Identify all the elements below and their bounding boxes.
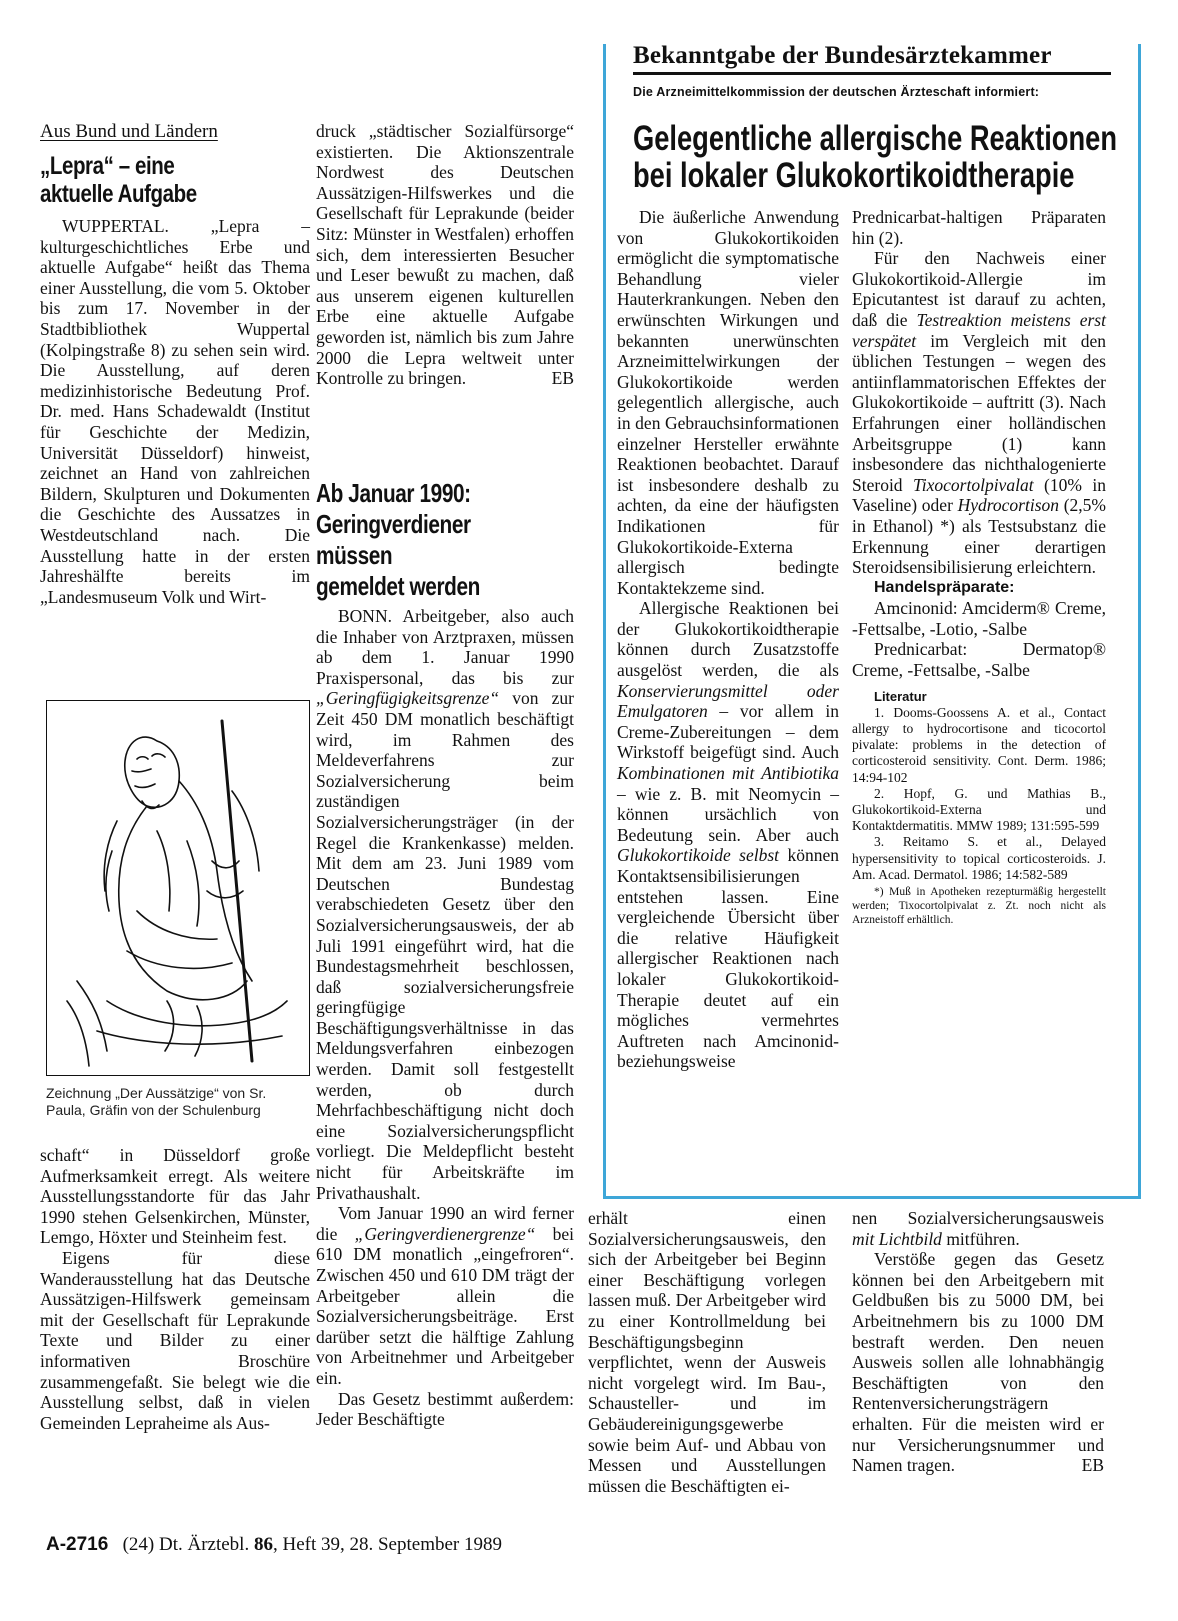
left-p2-em2: Kombinationen mit Antibiotika bbox=[617, 763, 839, 784]
geringverdiener-paragraph-2 bbox=[316, 1203, 574, 1388]
col4-text-a: nen Sozialversicherungsausweis bbox=[852, 1208, 1104, 1228]
right-p2-em2: Tixocortolpivalat bbox=[913, 474, 1034, 495]
para2-text-b: bei 610 DM monatlich „eingefroren“. Zwischen 450 und 610 DM trägt der Arbeitgeber allein die Sozialversicherungsbeiträge. Erst darüber setzt die hälftige Zahlung von Arbeitnehmer und Arbeitgeber ein. bbox=[316, 1223, 574, 1388]
handelspraeparat-2: Prednicarbat: Dermatop® Creme, -Fettsalbe, -Salbe bbox=[852, 639, 1106, 681]
page-number: A-2716 bbox=[46, 1534, 109, 1555]
geringverdiener-col3-text: erhält einen Sozialversicherungsausweis, den sich der Arbeitgeber bei Beginn einer Beschäftigung vorlegen lassen muß. Der Arbeitgeber wird zu einer Kontrollmeldung bei Beschäftigungsbeginn verpflichtet, wenn der Ausweis nicht vorgelegt wird. Im Bau-, Schausteller- und im Gebäudereinigungsgewerbe sowie beim Auf- und Abbau von Messen und Ausstellungen müssen die Beschäftigten ei- bbox=[588, 1208, 826, 1496]
announcement-title-line2: bei lokaler Glukokortikoidtherapie bbox=[633, 156, 1075, 195]
announcement-left-paragraph-2 bbox=[617, 598, 839, 1072]
lepra-paragraph-col2 bbox=[316, 121, 574, 389]
lepra-col1-top bbox=[40, 216, 310, 607]
announcement-right-paragraph-1: Prednicarbat-haltigen Präparaten hin (2). bbox=[852, 207, 1106, 248]
literature-heading: Literatur bbox=[874, 688, 927, 704]
left-p2-a: Allergische Reaktionen bei der Glukokortikoidtherapie können durch Zusatzstoffe ausgelöst werden, die als bbox=[617, 598, 839, 681]
col4-text-b: mitführen. bbox=[941, 1228, 1020, 1249]
handelspraeparate-heading: Handelspräparate: bbox=[874, 578, 1015, 596]
right-p2-b: im Vergleich mit den üblichen Testungen – wegen des antiinflammatorischen Effektes der Glukokortikoide – auftritt (3). Nach Erfahrungen einer holländischen Arbeitsgruppe (1) kann insbesondere das nichthalogenierte Steroid bbox=[852, 330, 1106, 495]
lepra-headline-line1: „Lepra“ – eine bbox=[40, 152, 175, 180]
para1-emphasis: „Geringfügigkeitsgrenze“ bbox=[316, 688, 500, 709]
headline-line-2: Geringverdiener bbox=[316, 509, 471, 539]
right-p2-a: Für den Nachweis einer Glukokortikoid-Allergie im Epicutantest ist darauf zu achten, daß die bbox=[852, 248, 1106, 330]
footnote: *) Muß in Apotheken rezepturmäßig hergestellt werden; Tixocortolpivalat z. Zt. noch nicht als Arzneistoff erhältlich. bbox=[852, 886, 1106, 927]
announcement-banner: Bekanntgabe der Bundesärztekammer bbox=[633, 42, 1111, 75]
lepra-paragraph-1: WUPPERTAL. „Lepra – kulturgeschichtliches Erbe und aktuelle Aufgabe“ heißt das Thema einer Ausstellung, die vom 5. Oktober bis zum 17. November in der Stadtbibliothek Wuppertal (Kolpingstraße 8) zu sehen sein wird. Die Ausstellung, auf deren medizinhistorische Bedeutung Prof. Dr. med. Hans Schadewaldt (Institut für Geschichte der Medizin, Universität Düsseldorf) hinweist, zeichnet an Hand von zahlreichen Bildern, Skulpturen und Dokumenten die Geschichte des Aussatzes in Westdeutschland nach. Die Ausstellung hatte in der ersten Jahreshälfte bereits im „Landesmuseum Volk und Wirt- bbox=[40, 216, 310, 607]
footer-source-b: , Heft 39, 28. September 1989 bbox=[272, 1534, 502, 1555]
lepra-headline bbox=[40, 152, 197, 208]
geringverdiener-col4 bbox=[852, 1208, 1104, 1476]
footer-volume: 86 bbox=[253, 1534, 273, 1555]
right-p2-em3: Hydrocortison bbox=[957, 495, 1060, 516]
lepra-paragraph-2: Eigens für diese Wanderausstellung hat das Deutsche Aussätzigen-Hilfswerk gemeinsam mit der Gesellschaft für Leprakunde Texte und Bilder zu einer informativen Broschüre zusammengefaßt. Sie belegt wie die Ausstellung selbst, daß in vielen Gemeinden Lepraheime als Aus- bbox=[40, 1247, 310, 1433]
left-p2-em3: Glukokortikoide selbst bbox=[617, 845, 780, 866]
lepra-paragraph-1-continued: schaft“ in Düsseldorf große Aufmerksamkeit erregt. Als weitere Ausstellungsstandorte für das Jahr 1990 stehen Gelsenkirchen, Münster, Lemgo, Höxter und Steinheim fest. bbox=[40, 1145, 310, 1248]
para2-text-a: Vom Januar 1990 an wird ferner die bbox=[316, 1203, 574, 1244]
announcement-left-paragraph-1: Die äußerliche Anwendung von Glukokortikoiden ermöglicht die symptomatische Behandlung vieler Hauterkrankungen. Neben den erwünschten Wirkungen und bekannten unerwünschten Arzneimittelwirkungen der Glukokortikoide werden gelegentlich allergische, auch in den Gebrauchsinformationen einzelner Hersteller erwähnte Reaktionen beobachtet. Darauf ist insbesondere deshalb zu achten, da eine der häufigsten Indikationen für Glukokortikoide-Externa allergisch bedingte Kontaktekzeme sind. bbox=[617, 207, 839, 598]
announcement-left-column bbox=[617, 207, 839, 1072]
literature-section bbox=[852, 689, 1106, 927]
announcement-title-line1: Gelegentliche allergische Reaktionen bbox=[633, 119, 1117, 158]
right-p2-c: (10% in Vaseline) oder bbox=[852, 474, 1106, 516]
geringverdiener-paragraph-3: Das Gesetz bestimmt außerdem: Jeder Beschäftigte bbox=[316, 1388, 574, 1430]
col4-para2-text: Verstöße gegen das Gesetz können bei den Arbeitgebern mit Geldbußen bis zu 5000 DM, bei Arbeitnehmern bis zu 1000 DM bestraft werden. Den neuen Ausweis sollen alle lohnabhängig Beschäftigten von den Rentenversicherungsträgern erhalten. Für die meisten wird er nur Versicherungsnummer und Namen tragen. bbox=[852, 1249, 1104, 1476]
literature-item-2: 2. Hopf, G. und Mathias B., Glukokortikoid-Externa und Kontaktdermatitis. MMW 1989; 131:595-599 bbox=[852, 785, 1106, 834]
headline-line-1: Ab Januar 1990: bbox=[316, 478, 471, 508]
left-p2-b: – vor allem in Creme-Zubereitungen – dem Wirkstoff beigefügt sind. Auch bbox=[617, 701, 839, 763]
announcement-title bbox=[633, 119, 1117, 195]
leper-drawing-svg bbox=[47, 701, 309, 1075]
leper-drawing-illustration bbox=[46, 700, 310, 1076]
lepra-col1-bottom bbox=[40, 1145, 310, 1433]
literature-item-1: 1. Dooms-Goossens A. et al., Contact allergy to hydrocortisone and ticocortol pivalate: problems in the detection of corticosteroid sensitivity. Cont. Derm. 1986; 14:94-102 bbox=[852, 704, 1106, 785]
lepra-signature: EB bbox=[551, 368, 574, 389]
para2-emphasis: „Geringverdienergrenze“ bbox=[354, 1223, 536, 1244]
headline-line-4: gemeldet werden bbox=[316, 571, 480, 601]
announcement-subbanner: Die Arzneimittelkommission der deutschen Ärzteschaft informiert: bbox=[633, 85, 1040, 99]
announcement-right-paragraph-2 bbox=[852, 248, 1106, 578]
lepra-col2-text: druck „städtischer Sozialfürsorge“ existierten. Die Aktionszentrale Nordwest des Deutschen Aussätzigen-Hilfswerkes und die Gesellschaft für Leprakunde (beider Sitz: Münster in Westfalen) erhoffen sich, dem interessierten Besucher und Leser bewußt zu machen, daß aus unserem eigenen kulturellen Erbe eine aktuelle Aufgabe geworden ist, nämlich bis zum Jahre 2000 die Lepra weltweit unter Kontrolle zu bringen. bbox=[316, 121, 574, 389]
col4-emphasis: mit Lichtbild bbox=[852, 1228, 942, 1249]
geringverdiener-signature: EB bbox=[1081, 1455, 1104, 1476]
footer-source-a: (24) Dt. Ärztebl. bbox=[122, 1534, 254, 1555]
right-p2-em1: Testreaktion meistens erst verspätet bbox=[852, 309, 1106, 351]
para1-text-a: BONN. Arbeitgeber, also auch die Inhaber von Arztpraxen, müssen ab dem 1. Januar 1990 Praxispersonal, das bis zur bbox=[316, 606, 574, 688]
literature-item-3: 3. Reitamo S. et al., Delayed hypersensitivity to topical corticosteroids. J. Am. Acad. Dermatol. 1986; 14:582-589 bbox=[852, 834, 1106, 882]
page-footer bbox=[46, 1534, 502, 1556]
para1-text-b: von zur Zeit 450 DM monatlich beschäftigt wird, im Rahmen des Meldeverfahrens zur Sozialversicherung beim zuständigen Sozialversicherungsträger (in der Regel die Krankenkasse) melden. Mit dem am 23. Juni 1989 vom Deutschen Bundestag verabschiedeten Gesetz über den Sozialversicherungsausweis, der ab Juli 1991 eingeführt wird, hat die Bundestagsmehrheit beschlossen, daß sozialversicherungsfreie geringfügige Beschäftigungsverhältnisse in das Meldungsverfahren einbezogen werden. Damit soll festgestellt werden, ob durch Mehrfachbeschäftigung nicht doch eine Sozialversicherungspflicht vorliegt. Die Meldepflicht besteht nicht für Arbeitskräfte im Privathaushalt. bbox=[316, 688, 574, 1203]
geringverdiener-col2 bbox=[316, 606, 574, 1430]
geringverdiener-col4-p1 bbox=[852, 1208, 1104, 1249]
geringverdiener-col3 bbox=[588, 1208, 826, 1496]
headline-line-3: müssen bbox=[316, 540, 393, 570]
lepra-headline-line2: aktuelle Aufgabe bbox=[40, 180, 197, 208]
left-p2-c: – wie z. B. mit Neomycin – können ursächlich von Bedeutung sein. Aber auch bbox=[617, 783, 839, 845]
geringverdiener-paragraph-1 bbox=[316, 606, 574, 1203]
left-p2-d: können Kontaktsensibilisierungen entstehen lassen. Eine vergleichende Übersicht über die relative Häufigkeit allergischer Reaktionen nach lokaler Glukokortikoid-Therapie deutet auf ein mögliches vermehrtes Auftreten nach Amcinonid- beziehungsweise bbox=[617, 845, 839, 1072]
geringverdiener-col4-p2 bbox=[852, 1249, 1104, 1476]
right-p2-d: (2,5% in Ethanol) *) als Testsubstanz die Erkennung einer derartigen Steroidsensibilisierung erleichtern. bbox=[852, 495, 1106, 578]
kicker-aus-bund-und-laendern: Aus Bund und Ländern bbox=[40, 121, 218, 142]
left-p2-em1: Konservierungsmittel oder Emulgatoren bbox=[617, 680, 839, 722]
lepra-col2 bbox=[316, 121, 574, 389]
geringverdiener-headline bbox=[316, 478, 480, 602]
announcement-right-column bbox=[852, 207, 1106, 927]
handelspraeparat-1: Amcinonid: Amciderm® Creme, -Fettsalbe, -Lotio, -Salbe bbox=[852, 598, 1106, 639]
illustration-caption: Zeichnung „Der Aussätzige“ von Sr. Paula, Gräfin von der Schulenburg bbox=[46, 1085, 267, 1118]
